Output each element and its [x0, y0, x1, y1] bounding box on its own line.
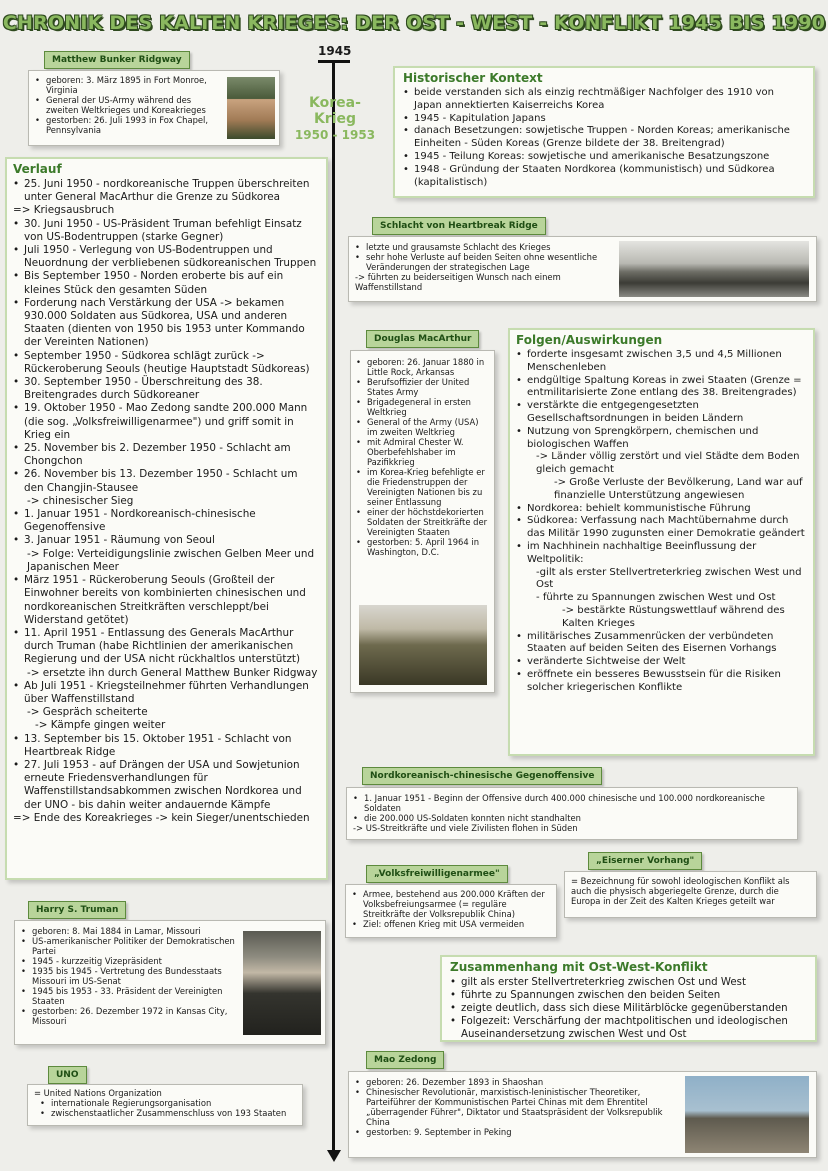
list-item: • Juli 1950 - Verlegung von US-Bodentruppen und Neuordnung der verbliebenen südkoreanischen Truppen: [13, 244, 320, 270]
vorhang-card: [564, 871, 817, 918]
list-item: -> Kämpfe gingen weiter: [35, 719, 166, 732]
heartbreak-label: Schlacht von Heartbreak Ridge: [372, 217, 546, 235]
timeline-arrow-icon: [327, 1150, 341, 1162]
list-item: • 1945 - kurzzeitig Vizepräsident: [21, 956, 243, 966]
list-item: • Brigadegeneral in ersten Weltkrieg: [356, 397, 489, 417]
macarthur-photo: [359, 605, 487, 685]
list-item: • 26. November bis 13. Dezember 1950 - Schlacht um den Changjin-Stausee: [13, 468, 320, 494]
list-item: • 1. Januar 1951 - Beginn der Offensive durch 400.000 chinesische und 100.000 nordkoreanische Soldaten: [353, 793, 791, 813]
list-item: • Ziel: offenen Krieg mit USA vermeiden: [352, 919, 550, 929]
list-item: • geboren: 3. März 1895 in Fort Monroe, Virginia: [35, 75, 221, 95]
list-item: -> bestärkte Rüstungswettlauf während des Kalten Krieges: [562, 604, 785, 629]
truman-list: [21, 926, 243, 1026]
list-item: • Bis September 1950 - Norden eroberte bis auf ein kleines Stück den gesamten Süden: [13, 270, 320, 296]
ridgway-label: Matthew Bunker Ridgway: [44, 51, 190, 69]
list-item: • 1. Januar 1951 - Nordkoreanisch-chinesische Gegenoffensive: [13, 508, 320, 534]
zusammenhang-list: [450, 976, 807, 1041]
list-item: • 30. Juni 1950 - US-Präsident Truman befehligt Einsatz von US-Bodentruppen (starke Gegner): [13, 218, 320, 244]
uno-label: UNO: [48, 1066, 87, 1084]
zusammenhang-heading: Zusammenhang mit Ost-West-Konflikt: [450, 960, 708, 974]
volksarmee-list: [352, 889, 550, 929]
volksarmee-label: „Volksfreiwilligenarmee": [366, 865, 508, 883]
mao-card: [348, 1071, 817, 1158]
list-item: • 25. November bis 2. Dezember 1950 - Schlacht am Chongchon: [13, 442, 320, 468]
list-item: • 11. April 1951 - Entlassung des Generals MacArthur durch Truman (habe Richtlinien der amerikanischen Regierung und der USA nicht rückhaltlos unterstützt): [13, 627, 320, 667]
kontext-list: [403, 87, 805, 189]
verlauf-card: [5, 157, 328, 880]
page-title: CHRONIK DES KALTEN KRIEGES: DER OST - WEST - KONFLIKT 1945 BIS 1990: [2, 12, 826, 34]
verlauf-list: [13, 178, 320, 825]
list-item: • endgültige Spaltung Koreas in zwei Staaten (Grenze = entmilitarisierte Zone entlang des 38. Breitengrades): [516, 375, 807, 401]
list-item: • die 200.000 US-Soldaten konnten nicht standhalten: [353, 813, 791, 823]
timeline-year: 1945: [318, 44, 352, 58]
gegenoffensive-label: Nordkoreanisch-chinesische Gegenoffensive: [362, 767, 602, 785]
list-item: • gestorben: 5. April 1964 in Washington, D.C.: [356, 537, 489, 557]
heartbreak-photo: [619, 241, 809, 297]
zusammenhang-card: [440, 955, 817, 1042]
list-item: • 13. September bis 15. Oktober 1951 - Schlacht von Heartbreak Ridge: [13, 733, 320, 759]
verlauf-heading: Verlauf: [13, 162, 62, 176]
list-item: • Forderung nach Verstärkung der USA -> bekamen 930.000 Soldaten aus Südkorea, USA und anderen Staaten (dienten von 1950 bis 1953 unter Kommando der Vereinten Nationen): [13, 297, 320, 350]
list-item: • gestorben: 9. September in Peking: [355, 1127, 683, 1137]
heartbreak-list: [355, 242, 617, 292]
list-item: => Kriegsausbruch: [13, 204, 115, 217]
uno-definition: = United Nations Organization: [34, 1088, 162, 1098]
uno-card: [27, 1084, 303, 1126]
uno-list: [34, 1098, 296, 1118]
list-item: • Chinesischer Revolutionär, marxistisch-leninistischer Theoretiker, Parteiführer der Kommunistischen Partei Chinas mit dem Ehrentitel „überragender Führer", Diktator und Staatspräsident der Volksrepublik China: [355, 1087, 683, 1127]
heartbreak-card: [348, 236, 817, 302]
truman-photo: [243, 931, 321, 1035]
vorhang-text: = Bezeichnung für sowohl ideologischen Konflikt als auch die physisch abgeriegelte Grenze, durch die Europa in der Zeit des Kalten Krieges geteilt war: [571, 876, 790, 906]
war-label: [292, 95, 378, 143]
list-item: • Folgezeit: Verschärfung der machtpolitischen und ideologischen Auseinandersetzung zwischen West und Ost: [450, 1015, 807, 1041]
list-item: • geboren: 26. Dezember 1893 in Shaoshan: [355, 1077, 683, 1087]
macarthur-card: [350, 350, 495, 693]
list-item: • internationale Regierungsorganisation: [40, 1098, 296, 1108]
list-item: -> chinesischer Sieg: [27, 494, 134, 507]
truman-card: [14, 920, 326, 1045]
macarthur-label: Douglas MacArthur: [366, 330, 479, 348]
list-item: -> Länder völlig zerstört und viel Städte dem Boden gleich gemacht: [536, 451, 800, 476]
list-item: • 3. Januar 1951 - Räumung von Seoul: [13, 534, 320, 547]
list-item: • geboren: 26. Januar 1880 in Little Rock, Arkansas: [356, 357, 489, 377]
list-item: • 19. Oktober 1950 - Mao Zedong sandte 200.000 Mann (die sog. „Volksfreiwilligenarmee") und griff somit in Krieg ein: [13, 402, 320, 442]
list-item: • Nutzung von Sprengkörpern, chemischen und biologischen Waffen: [516, 426, 807, 452]
list-item: - führte zu Spannungen zwischen West und Ost: [536, 592, 776, 604]
list-item: -> US-Streitkräfte und viele Zivilisten flohen in Süden: [353, 823, 578, 833]
list-item: • zwischenstaatlicher Zusammenschluss von 193 Staaten: [40, 1108, 296, 1118]
list-item: • mit Admiral Chester W. Oberbefehlshaber im Pazifikkrieg: [356, 437, 489, 467]
ridgway-list: [35, 75, 221, 135]
list-item: • 30. September 1950 - Überschreitung des 38. Breitengrades durch Südkoreaner: [13, 376, 320, 402]
war-years: 1950 - 1953: [294, 128, 376, 142]
list-item: • forderte insgesamt zwischen 3,5 und 4,5 Millionen Menschenleben: [516, 349, 807, 375]
list-item: • geboren: 8. Mai 1884 in Lamar, Missouri: [21, 926, 243, 936]
list-item: • Ab Juli 1951 - Kriegsteilnehmer führten Verhandlungen über Waffenstillstand: [13, 680, 320, 706]
list-item: • eröffnete ein besseres Bewusstsein für die Risiken solcher kriegerischen Konflikte: [516, 669, 807, 695]
list-item: -> Große Verluste der Bevölkerung, Land war auf finanzielle Unterstützung angewiesen: [554, 476, 803, 501]
list-item: • im Nachhinein nachhaltige Beeinflussung der Weltpolitik:: [516, 541, 807, 567]
list-item: • beide verstanden sich als einzig rechtmäßiger Nachfolger des 1910 von Japan annektierten Kaiserreichs Korea: [403, 87, 805, 113]
list-item: • März 1951 - Rückeroberung Seouls (Großteil der Einwohner bereits von kombinierten chinesischen und nordkoreanischen Streitkräften verschleppt/bei Widerstand getötet): [13, 574, 320, 627]
list-item: • gestorben: 26. Juli 1993 in Fox Chapel, Pennsylvania: [35, 115, 221, 135]
folgen-heading: Folgen/Auswirkungen: [516, 333, 663, 347]
list-item: • verstärkte die entgegengesetzten Gesellschaftsordnungen in beiden Ländern: [516, 400, 807, 426]
list-item: • 27. Juli 1953 - auf Drängen der USA und Sowjetunion erneute Friedensverhandlungen für Waffenstillstandsabkommen zwischen Nordkorea und der UNO - bis dahin weiter andauernde Kämpfe: [13, 759, 320, 812]
list-item: • einer der höchstdekorierten Soldaten der Streitkräfte der Vereinigten Staaten: [356, 507, 489, 537]
list-item: • sehr hohe Verluste auf beiden Seiten ohne wesentliche Veränderungen der strategischen Lage: [355, 252, 617, 272]
volksarmee-card: [345, 884, 557, 938]
list-item: • Armee, bestehend aus 200.000 Kräften der Volksbefreiungsarmee (= reguläre Streitkräfte der Volksrepublik China): [352, 889, 550, 919]
mao-label: Mao Zedong: [366, 1051, 444, 1069]
folgen-card: [508, 328, 815, 756]
list-item: -> Folge: Verteidigungslinie zwischen Gelben Meer und Japanischen Meer: [27, 547, 315, 573]
list-item: • General of the Army (USA) im zweiten Weltkrieg: [356, 417, 489, 437]
mao-list: [355, 1077, 683, 1137]
list-item: => Ende des Koreakrieges -> kein Sieger/unentschieden: [13, 811, 310, 824]
list-item: • letzte und grausamste Schlacht des Krieges: [355, 242, 617, 252]
list-item: • Südkorea: Verfassung nach Machtübernahme durch das Militär 1990 zugunsten einer Demokratie geändert: [516, 515, 807, 541]
list-item: -> Gespräch scheiterte: [27, 706, 148, 719]
list-item: • Berufsoffizier der United States Army: [356, 377, 489, 397]
vorhang-label: „Eiserner Vorhang": [588, 852, 702, 870]
ridgway-card: [28, 70, 280, 146]
mao-photo: [685, 1076, 809, 1153]
list-item: • September 1950 - Südkorea schlägt zurück -> Rückeroberung Seouls (heutige Hauptstadt Südkoreas): [13, 350, 320, 376]
kontext-heading: Historischer Kontext: [403, 71, 543, 85]
list-item: • danach Besetzungen: sowjetische Truppen - Norden Koreas; amerikanische Einheiten - Süden Koreas (Grenze bildete der 38. Breitengrad): [403, 125, 805, 151]
list-item: • 1935 bis 1945 - Vertretung des Bundesstaats Missouri im US-Senat: [21, 966, 243, 986]
list-item: -> ersetzte ihn durch General Matthew Bunker Ridgway: [27, 666, 318, 679]
list-item: • veränderte Sichtweise der Welt: [516, 656, 807, 669]
list-item: • führte zu Spannungen zwischen den beiden Seiten: [450, 989, 807, 1002]
list-item: • im Korea-Krieg befehligte er die Friedenstruppen der Vereinigten Nationen bis zu seiner Entlassung: [356, 467, 489, 507]
ridgway-photo: [227, 77, 275, 139]
macarthur-list: [356, 357, 489, 557]
list-item: • 25. Juni 1950 - nordkoreanische Truppen überschreiten unter General MacArthur die Grenze zu Südkorea: [13, 178, 320, 204]
list-item: -> führten zu beiderseitigen Wunsch nach einem Waffenstillstand: [355, 272, 561, 292]
list-item: • gestorben: 26. Dezember 1972 in Kansas City, Missouri: [21, 1006, 243, 1026]
list-item: • Nordkorea: behielt kommunistische Führung: [516, 503, 807, 516]
list-item: • General der US-Army während des zweiten Weltkrieges und Koreakrieges: [35, 95, 221, 115]
truman-label: Harry S. Truman: [28, 901, 126, 919]
list-item: • 1945 bis 1953 - 33. Präsident der Vereinigten Staaten: [21, 986, 243, 1006]
list-item: • 1945 - Teilung Koreas: sowjetische und amerikanische Besatzungszone: [403, 151, 805, 164]
list-item: • zeigte deutlich, dass sich diese Militärblöcke gegenüberstanden: [450, 1002, 807, 1015]
list-item: • 1948 - Gründung der Staaten Nordkorea (kommunistisch) und Südkorea (kapitalistisch): [403, 164, 805, 190]
list-item: • militärisches Zusammenrücken der verbündeten Staaten auf beiden Seiten des Eisernen Vorhangs: [516, 631, 807, 657]
list-item: • gilt als erster Stellvertreterkrieg zwischen Ost und West: [450, 976, 807, 989]
kontext-card: [393, 66, 815, 198]
gegenoffensive-card: [346, 787, 798, 840]
list-item: • US-amerikanischer Politiker der Demokratischen Partei: [21, 936, 243, 956]
list-item: • 1945 - Kapitulation Japans: [403, 113, 805, 126]
list-item: -gilt als erster Stellvertreterkrieg zwischen West und Ost: [536, 566, 802, 591]
war-name: Korea-Krieg: [309, 95, 361, 127]
folgen-list: [516, 349, 807, 695]
timeline-line: [332, 60, 335, 1155]
gegenoffensive-list: [353, 793, 791, 833]
